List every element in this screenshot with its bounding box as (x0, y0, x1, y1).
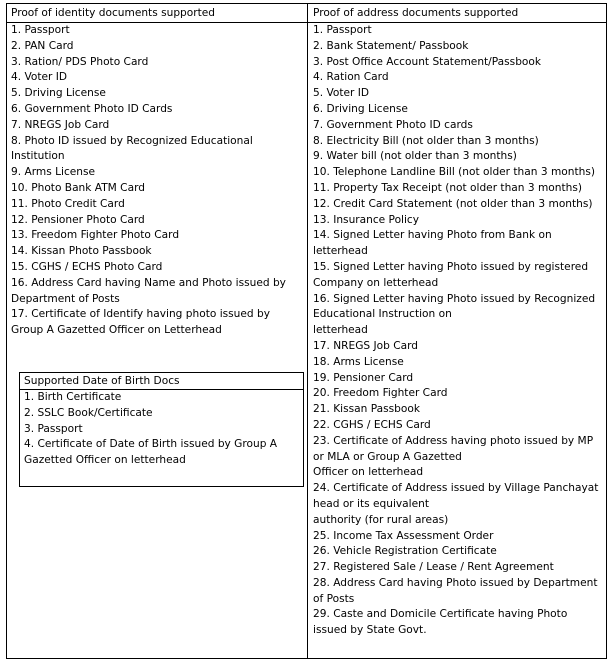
address-column-title: Proof of address documents supported (313, 7, 519, 19)
address-item-continuation: letterhead (313, 245, 368, 258)
address-item-continuation: Educational Instruction on (313, 308, 452, 321)
identity-item-continuation: Institution (11, 150, 65, 163)
documents-table (6, 3, 607, 659)
dob-item: 4. Certificate of Date of Birth issued by Group A (24, 438, 278, 451)
dob-document-list (24, 390, 300, 469)
identity-item-continuation: Department of Posts (11, 292, 120, 305)
address-item: 14. Signed Letter having Photo from Bank on (313, 229, 552, 242)
identity-document-list (11, 23, 303, 339)
address-item: 15. Signed Letter having Photo issued by registered (313, 260, 589, 273)
address-item: 5. Voter ID (313, 87, 370, 100)
address-item: 18. Arms License (313, 355, 404, 368)
address-item-continuation: Officer on letterhead (313, 466, 424, 479)
address-item: 26. Vehicle Registration Certificate (313, 545, 497, 558)
address-item-continuation: authority (for rural areas) (313, 513, 449, 526)
identity-item: 14. Kissan Photo Passbook (11, 245, 152, 258)
address-item: 20. Freedom Fighter Card (313, 387, 448, 400)
address-item: 7. Government Photo ID cards (313, 118, 473, 131)
address-item: 8. Electricity Bill (not older than 3 months) (313, 134, 539, 147)
address-item: 16. Signed Letter having Photo issued by Recognized (313, 292, 596, 305)
dob-item-continuation: Gazetted Officer on letterhead (24, 454, 186, 467)
date-of-birth-box (19, 372, 304, 487)
dob-item: 2. SSLC Book/Certificate (24, 406, 153, 419)
address-item: 11. Property Tax Receipt (not older than 3 months) (313, 181, 583, 194)
identity-item-continuation: Group A Gazetted Officer on Letterhead (11, 324, 222, 337)
identity-item: 13. Freedom Fighter Photo Card (11, 229, 180, 242)
address-item: 17. NREGS Job Card (313, 339, 418, 352)
identity-item: 3. Ration/ PDS Photo Card (11, 55, 149, 68)
dob-item: 3. Passport (24, 422, 83, 435)
address-item-continuation: letterhead (313, 324, 368, 337)
identity-item: 6. Government Photo ID Cards (11, 102, 173, 115)
address-item-continuation: issued by State Govt. (313, 624, 427, 637)
address-item: 9. Water bill (not older than 3 months) (313, 150, 517, 163)
address-item-continuation: or MLA or Group A Gazetted (313, 450, 462, 463)
address-item: 10. Telephone Landline Bill (not older than 3 months) (313, 166, 595, 179)
address-item: 12. Credit Card Statement (not older than 3 months) (313, 197, 593, 210)
identity-item: 10. Photo Bank ATM Card (11, 181, 145, 194)
identity-item: 1. Passport (11, 24, 70, 36)
identity-item: 9. Arms License (11, 166, 96, 179)
address-item: 19. Pensioner Card (313, 371, 414, 384)
identity-item: 5. Driving License (11, 87, 106, 100)
identity-item: 12. Pensioner Photo Card (11, 213, 145, 226)
identity-column-title: Proof of identity documents supported (11, 7, 216, 19)
address-item-continuation: of Posts (313, 592, 355, 605)
identity-item: 16. Address Card having Name and Photo issued by (11, 276, 286, 289)
address-item: 2. Bank Statement/ Passbook (313, 39, 469, 52)
address-item: 22. CGHS / ECHS Card (313, 418, 431, 431)
address-item: 6. Driving License (313, 102, 408, 115)
identity-item: 8. Photo ID issued by Recognized Educational (11, 134, 253, 147)
address-item-continuation: Company on letterhead (313, 276, 439, 289)
address-item: 27. Registered Sale / Lease / Rent Agreement (313, 561, 554, 574)
dob-item: 1. Birth Certificate (24, 391, 122, 403)
address-item: 13. Insurance Policy (313, 213, 420, 226)
address-item: 3. Post Office Account Statement/Passbook (313, 55, 542, 68)
dob-box-title: Supported Date of Birth Docs (24, 375, 180, 387)
address-document-list (313, 23, 605, 639)
address-item: 23. Certificate of Address having photo issued by MP (313, 434, 594, 447)
identity-item: 4. Voter ID (11, 71, 68, 84)
address-item: 21. Kissan Passbook (313, 403, 420, 416)
address-item-continuation: head or its equivalent (313, 497, 429, 510)
address-item: 28. Address Card having Photo issued by Department (313, 576, 598, 589)
column-divider (307, 4, 308, 658)
address-item: 4. Ration Card (313, 71, 389, 84)
address-item: 24. Certificate of Address issued by Village Panchayat (313, 482, 599, 495)
identity-item: 17. Certificate of Identify having photo issued by (11, 308, 270, 321)
identity-item: 2. PAN Card (11, 39, 74, 52)
address-item: 25. Income Tax Assessment Order (313, 529, 494, 542)
identity-item: 15. CGHS / ECHS Photo Card (11, 260, 163, 273)
address-item: 1. Passport (313, 24, 372, 36)
address-item: 29. Caste and Domicile Certificate having Photo (313, 608, 568, 621)
identity-item: 7. NREGS Job Card (11, 118, 110, 131)
identity-item: 11. Photo Credit Card (11, 197, 125, 210)
